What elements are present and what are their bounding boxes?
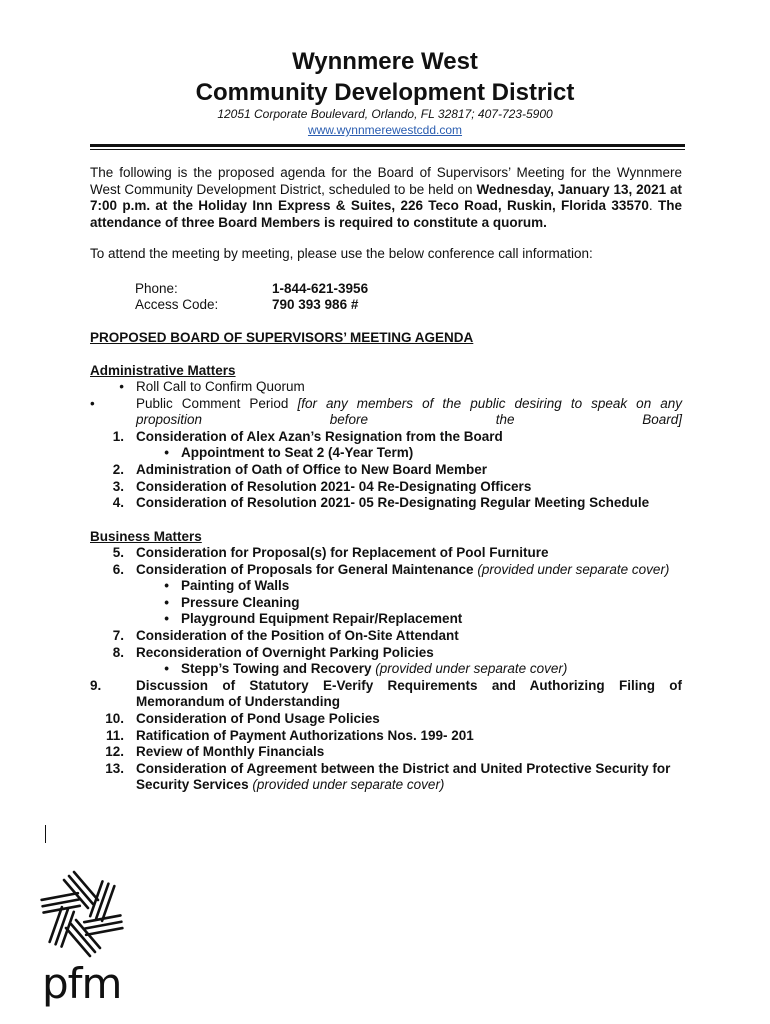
document-title: Community Development District xyxy=(195,79,575,106)
list-item xyxy=(90,728,682,745)
agenda-item-8-sub-note: (provided under separate cover) xyxy=(375,661,568,677)
bullet-marker: • xyxy=(164,578,169,594)
header-rule-thin xyxy=(90,149,685,150)
phone-label: Phone: xyxy=(135,281,178,296)
quorum-statement: The attendance of three Board Members is required to constitute a quorum. xyxy=(90,198,682,230)
list-item xyxy=(90,396,682,429)
district-address: 12051 Corporate Boulevard, Orlando, FL 32817; 407-723-5900 xyxy=(217,107,553,121)
administrative-heading: Administrative Matters xyxy=(90,363,236,378)
bullet-marker: • xyxy=(164,445,169,461)
list-item xyxy=(90,562,682,579)
meeting-date-location: Wednesday, January 13, 2021 at 7:00 p.m. at the Holiday Inn Express & Suites, 226 Teco Road, Ruskin, Florida 33570 xyxy=(90,181,682,214)
list-item xyxy=(90,595,682,612)
agenda-item-11: Ratification of Payment Authorizations Nos. 199- 201 xyxy=(136,727,474,743)
agenda-item-13: Consideration of Agreement between the District and United Protective Security for Security Services xyxy=(136,760,671,793)
agenda-item-5: Consideration for Proposal(s) for Replacement of Pool Furniture xyxy=(136,545,549,560)
phone-number: 1-844-621-3956 xyxy=(272,281,369,296)
business-heading: Business Matters xyxy=(90,529,202,544)
list-item xyxy=(90,694,682,711)
item-number: 3. xyxy=(112,478,124,494)
agenda-item-12: Review of Monthly Financials xyxy=(136,744,325,760)
list-item xyxy=(90,678,682,695)
pfm-logo-text: pfm xyxy=(42,959,122,1008)
item-number: 11. xyxy=(105,727,124,743)
list-item xyxy=(90,479,682,496)
website-line xyxy=(0,123,770,138)
item-number: 8. xyxy=(112,644,124,660)
phone-row xyxy=(135,281,435,298)
agenda-item-8-sub: Stepp’s Towing and Recovery xyxy=(181,661,376,677)
list-item xyxy=(90,761,682,794)
agenda-item-13-note: (provided under separate cover) xyxy=(252,777,445,793)
list-item xyxy=(90,744,682,761)
agenda-item-3: Consideration of Resolution 2021- 04 Re-Designating Officers xyxy=(136,478,532,494)
list-item xyxy=(90,711,682,728)
item-number: 6. xyxy=(112,561,124,577)
list-item xyxy=(90,661,682,678)
list-item xyxy=(90,611,682,628)
agenda-item-4: Consideration of Resolution 2021- 05 Re-Designating Regular Meeting Schedule xyxy=(136,495,650,511)
agenda-item-9-cont: Memorandum of Understanding xyxy=(136,694,341,710)
intro-paragraph xyxy=(90,165,682,231)
margin-mark xyxy=(45,825,46,843)
agenda-item-1-sub: Appointment to Seat 2 (4-Year Term) xyxy=(181,445,414,461)
website-link[interactable]: www.wynnmerewestcdd.com xyxy=(307,123,463,137)
item-number: 12. xyxy=(105,744,124,760)
district-name: Wynnmere West xyxy=(292,48,478,75)
intro-text: The following is the proposed agenda for the Board of Supervisors’ Meeting for the Wynnmere West Community Development District, scheduled to be held on xyxy=(90,165,682,197)
administrative-list xyxy=(90,379,682,512)
public-comment-note: [for any members of the public desiring to speak on any proposition before the Board] xyxy=(136,395,683,428)
access-code: 790 393 986 # xyxy=(272,297,359,312)
business-list xyxy=(90,545,682,794)
list-item xyxy=(90,429,682,446)
item-number: 10. xyxy=(105,710,124,726)
list-item xyxy=(90,545,682,562)
agenda-item-6-sub-1: Painting of Walls xyxy=(181,578,290,594)
agenda-item-8: Reconsideration of Overnight Parking Policies xyxy=(136,644,434,660)
item-number: 5. xyxy=(112,545,124,560)
access-code-label: Access Code: xyxy=(135,297,219,312)
list-item xyxy=(90,645,682,662)
agenda-item-9: Discussion of Statutory E-Verify Requirements and Authorizing Filing of xyxy=(136,677,682,693)
item-number: 4. xyxy=(112,495,124,511)
bullet-marker: • xyxy=(164,661,169,677)
agenda-item-6-sub-2: Pressure Cleaning xyxy=(181,594,300,610)
item-number: 1. xyxy=(112,428,124,444)
agenda-heading: PROPOSED BOARD OF SUPERVISORS’ MEETING AGENDA xyxy=(90,330,474,345)
list-item xyxy=(90,445,682,462)
agenda-item-10: Consideration of Pond Usage Policies xyxy=(136,710,380,726)
item-number: 13. xyxy=(105,760,124,776)
header-rule-thick xyxy=(90,144,685,147)
bullet-marker: • xyxy=(119,379,124,394)
public-comment-item: Public Comment Period xyxy=(136,395,298,411)
agenda-item-7: Consideration of the Position of On-Site Attendant xyxy=(136,627,459,643)
item-number: 2. xyxy=(112,461,124,477)
agenda-item-6: Consideration of Proposals for General Maintenance xyxy=(136,561,478,577)
item-number: 7. xyxy=(112,627,124,643)
agenda-item-6-sub-3: Playground Equipment Repair/Replacement xyxy=(181,611,463,627)
bullet-marker: • xyxy=(90,395,95,411)
item-number: 9. xyxy=(90,677,102,693)
list-item xyxy=(90,495,682,512)
agenda-item-1: Consideration of Alex Azan’s Resignation from the Board xyxy=(136,428,503,444)
intro-period: . xyxy=(648,198,658,214)
access-code-row xyxy=(135,297,435,314)
agenda-item-2: Administration of Oath of Office to New Board Member xyxy=(136,461,488,477)
pfm-logo-icon xyxy=(36,868,128,960)
bullet-marker: • xyxy=(164,611,169,627)
roll-call-item: Roll Call to Confirm Quorum xyxy=(136,379,305,394)
list-item xyxy=(90,578,682,595)
conference-instructions: To attend the meeting by meeting, please use the below conference call information: xyxy=(90,246,593,261)
list-item xyxy=(90,379,682,396)
bullet-marker: • xyxy=(164,594,169,610)
list-item xyxy=(90,462,682,479)
list-item xyxy=(90,628,682,645)
agenda-item-6-note: (provided under separate cover) xyxy=(477,561,670,577)
